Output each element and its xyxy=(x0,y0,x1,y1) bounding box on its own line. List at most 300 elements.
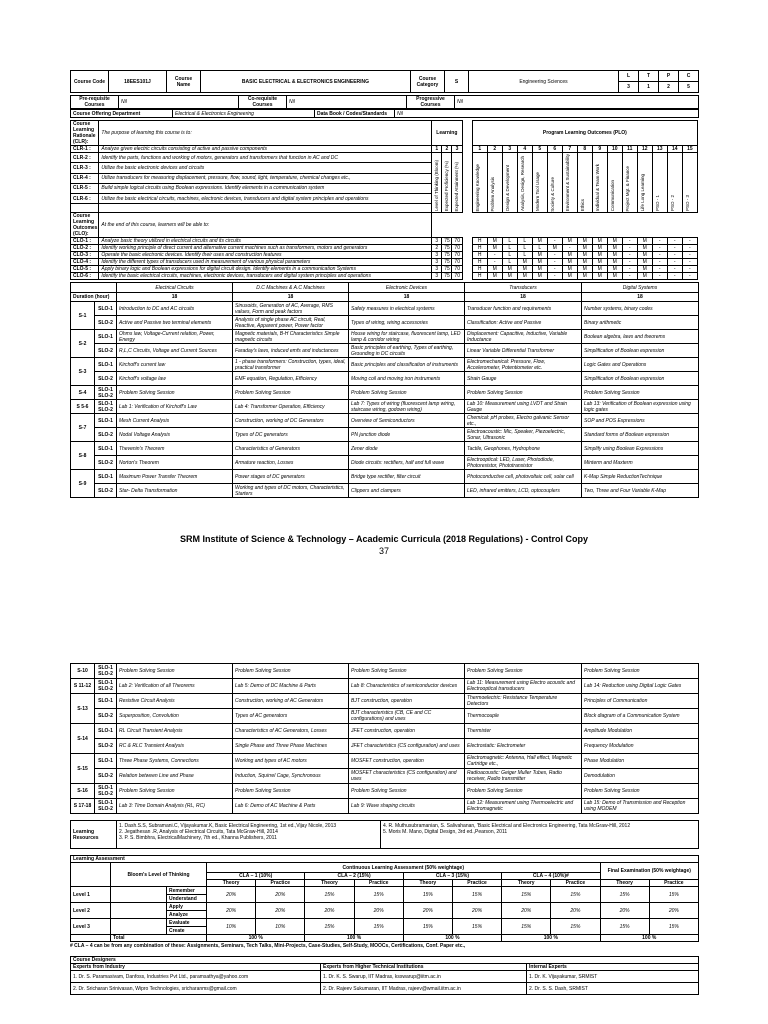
learning-label: Learning xyxy=(432,121,462,146)
learning-head: Expected Proficiency (%) xyxy=(444,161,450,212)
slo-label: SLO-2 xyxy=(95,739,117,754)
unit-topic: Simplify using Boolean Expressions xyxy=(582,442,699,456)
unit-topic: Boolean algebra, laws and theorems xyxy=(582,330,699,344)
prerequisite-table xyxy=(70,95,699,109)
assessment-value: 20% xyxy=(502,903,551,919)
unit-topic: Faraday's laws, induced emfs and inductances xyxy=(233,344,349,358)
session-label: S-9 xyxy=(71,470,95,498)
duration-3: 18 xyxy=(349,293,465,302)
clo-plo-value: - xyxy=(547,238,562,245)
plo-head-cell xyxy=(562,153,577,213)
session-label: S-13 xyxy=(71,694,95,724)
unit-topic: Overview of Semiconductors xyxy=(349,414,465,428)
plo-num: 4 xyxy=(517,146,532,153)
ltpc-c-value: 5 xyxy=(679,82,699,93)
plo-head-cell xyxy=(547,153,562,213)
duration-1: 18 xyxy=(117,293,233,302)
resource-item: 5. Moris M. Mano, Digital Design, 3rd ed.,Pearson, 2011 xyxy=(383,829,508,835)
clo-plo-value: L xyxy=(502,252,517,259)
slo-label: SLO-1 xyxy=(95,442,117,456)
unit-topic: Three Phase Systems, Connections xyxy=(117,754,233,769)
matrix-spacer xyxy=(462,153,472,213)
session-label: S-10 xyxy=(71,664,95,679)
level-blank xyxy=(111,919,167,935)
assessment-tp-label: Theory xyxy=(305,880,354,887)
unit-header-5: Digital Systems xyxy=(582,283,699,293)
unit-topic: Induction, Squirrel Cage, Synchronous xyxy=(233,769,349,784)
clo-plo-value: - xyxy=(487,259,502,266)
course-designers-table xyxy=(70,956,699,995)
clo-plo-value: M xyxy=(577,266,592,273)
unit-topic: Kirchoff's current law xyxy=(117,358,233,372)
designer-internal-2: 2. Dr. S. S. Dash, SRMIST xyxy=(527,983,699,995)
clo-label: Course Learning Outcomes (CLO): xyxy=(71,213,99,238)
clo-level-value: 3 xyxy=(432,259,442,266)
plo-head-cell xyxy=(667,153,682,213)
unit-topic: Lab 10: Measurement using LVDT and Strain Gauge xyxy=(465,400,582,414)
unit-topic: Problem Solving Session xyxy=(349,664,465,679)
unit-topic: Basic principles and classification of instruments xyxy=(349,358,465,372)
unit-topic: Block diagram of a Communication System xyxy=(582,709,699,724)
clr-text: Identify the parts, functions and working of motors, generators and transformers that function in AC and DC xyxy=(99,153,432,163)
assessment-tp-label: Theory xyxy=(600,880,649,887)
clo-plo-value: M xyxy=(607,259,622,266)
clo-id: CLO-3 : xyxy=(71,252,99,259)
unit-topic: Electrooptical: LED, Laser, Photodiode, Photoresistor, Phototransistor xyxy=(465,456,582,470)
unit-topic: Classification: Active and Passive xyxy=(465,316,582,330)
progressive-label: Progressive Courses xyxy=(407,96,455,109)
clo-plo-value: - xyxy=(652,273,667,280)
clo-plo-value: M xyxy=(607,252,622,259)
assessment-value: 15% xyxy=(452,887,501,903)
clr-text: Analyze given electric circuits consisting of active and passive components xyxy=(99,146,432,153)
department-table xyxy=(70,109,699,118)
assessment-value: 10% xyxy=(256,919,305,935)
unit-topic: Electromechanical: Pressure, Flow, Accelerometer, Potentiometer etc. xyxy=(465,358,582,372)
duration-2: 18 xyxy=(233,293,349,302)
assessment-tp-label: Practice xyxy=(354,880,403,887)
plo-num: 10 xyxy=(607,146,622,153)
assessment-value: 15% xyxy=(403,887,452,903)
clo-plo-value: M xyxy=(637,266,652,273)
slo-label: SLO-1 xyxy=(95,414,117,428)
unit-topic: Lab 15: Demo of Transmission and Reception using MODEM xyxy=(582,799,699,814)
clo-plo-value: - xyxy=(667,245,682,252)
unit-topic: Problem Solving Session xyxy=(117,386,233,400)
plo-num: 14 xyxy=(667,146,682,153)
total-cla-3: 100 % xyxy=(403,935,501,942)
coreq-label: Co-requisite Courses xyxy=(239,96,287,109)
unit-topic: Problem Solving Session xyxy=(117,784,233,799)
matrix-spacer xyxy=(462,121,472,146)
unit-topic: Frequency Modulation xyxy=(582,739,699,754)
unit-topic: Lab 8: Characteristics of semiconductor devices xyxy=(349,679,465,694)
clo-plo-value: M xyxy=(577,245,592,252)
clo-level-value: 3 xyxy=(432,252,442,259)
plo-num: 2 xyxy=(487,146,502,153)
unit-header-3: Electronic Devices xyxy=(349,283,465,293)
clo-plo-value: M xyxy=(592,273,607,280)
assessment-tp-label: Theory xyxy=(207,880,256,887)
assessment-value: 15% xyxy=(305,919,354,935)
unit-topic: Problem Solving Session xyxy=(582,784,699,799)
assessment-value: 15% xyxy=(305,887,354,903)
unit-topic: Strain Gauge xyxy=(465,372,582,386)
resource-item: 4. R. Muthusubramanian, S. Salivahanan, 'Basic Electrical and Electronics Engineering, Tata McGraw-Hill, 2012 xyxy=(383,823,631,829)
prereq-value: Nil xyxy=(119,96,239,109)
plo-head: Life Long Learning xyxy=(639,174,645,212)
unit-header-1: Electrical Circuits xyxy=(117,283,233,293)
clo-level-value: 70 xyxy=(452,273,462,280)
course-name: BASIC ELECTRICAL & ELECTRONICS ENGINEERING xyxy=(201,71,411,93)
clo-plo-value: M xyxy=(562,266,577,273)
clo-plo-value: - xyxy=(562,245,577,252)
plo-num: 12 xyxy=(637,146,652,153)
clo-level-value: 70 xyxy=(452,245,462,252)
skill-label: Apply xyxy=(167,903,207,911)
level-label: Level 1 xyxy=(71,887,111,903)
unit-topic: Lab 9: Wave shaping circuits xyxy=(349,799,465,814)
plo-head: Engineering Knowledge xyxy=(474,163,480,212)
unit-topic: Resistive Circuit Analysis xyxy=(117,694,233,709)
duration-4: 18 xyxy=(465,293,582,302)
unit-topic: Zener diode xyxy=(349,442,465,456)
clo-id: CLO-4 : xyxy=(71,259,99,266)
clo-id: CLO-2 : xyxy=(71,245,99,252)
unit-topic: Problem Solving Session xyxy=(465,664,582,679)
clo-plo-value: M xyxy=(592,266,607,273)
assessment-value: 15% xyxy=(502,887,551,903)
assessment-value: 20% xyxy=(600,903,649,919)
plo-head: Problem Analysis xyxy=(489,176,495,212)
unit-topic: Moving coil and moving iron instruments xyxy=(349,372,465,386)
unit-topic: Sinusoids, Generation of AC, Average, RMS values, Form and peak factors xyxy=(233,302,349,316)
cla-4-label: CLA – 4 (10%)# xyxy=(502,873,600,880)
plo-head-cell xyxy=(607,153,622,213)
unit-topic: Principles of Communication xyxy=(582,694,699,709)
assessment-value: 15% xyxy=(649,919,698,935)
assessment-tp-label: Practice xyxy=(551,880,600,887)
clo-level-value: 75 xyxy=(442,266,452,273)
plo-head: PSO - 2 xyxy=(669,195,675,212)
unit-topic: Lab 11: Measurement using Electro acoustic and Electrooptical transducers xyxy=(465,679,582,694)
unit-topic: Lab 12: Measurement using Thermoelectric and Electromagnetic xyxy=(465,799,582,814)
unit-topic: Tactile, Geophones, Hydrophone xyxy=(465,442,582,456)
clo-level-value: 70 xyxy=(452,266,462,273)
clo-plo-value: - xyxy=(682,266,697,273)
assessment-tp-label: Theory xyxy=(502,880,551,887)
clo-plo-value: - xyxy=(682,252,697,259)
plo-head-cell xyxy=(592,153,607,213)
duration-label: Duration (hour) xyxy=(71,293,117,302)
unit-topic: Maximum Power Transfer Theorem xyxy=(117,470,233,484)
plo-num: 13 xyxy=(652,146,667,153)
progressive-value: Nil xyxy=(455,96,699,109)
slo-label: SLO-1 SLO-2 xyxy=(95,386,117,400)
matrix-spacer xyxy=(462,252,472,259)
unit-topic: Thermoelectric: Resistance Temperature Detectors xyxy=(465,694,582,709)
unit-topic: Problem Solving Session xyxy=(233,784,349,799)
clo-id: CLO-5 : xyxy=(71,266,99,273)
unit-header-4: Transducers xyxy=(465,283,582,293)
clo-plo-value: - xyxy=(652,259,667,266)
slo-label: SLO-2 xyxy=(95,428,117,442)
slo-label: SLO-1 SLO-2 xyxy=(95,664,117,679)
unit-topic: Minterm and Maxterm xyxy=(582,456,699,470)
clo-plo-value: M xyxy=(607,273,622,280)
unit-topic: Displacement: Capacitive, Inductive, Variable Inductance xyxy=(465,330,582,344)
clo-plo-value: - xyxy=(682,245,697,252)
clo-plo-value: - xyxy=(622,252,637,259)
session-label: S-7 xyxy=(71,414,95,442)
assessment-value: 15% xyxy=(551,919,600,935)
clo-plo-value: M xyxy=(517,273,532,280)
unit-topic: Single Phase and Three Phase Machines xyxy=(233,739,349,754)
slo-label: SLO-2 xyxy=(95,484,117,498)
plo-head: Modern Tool Usage xyxy=(534,172,540,212)
assessment-tp-label: Practice xyxy=(256,880,305,887)
assessment-value: 20% xyxy=(256,887,305,903)
clo-plo-value: M xyxy=(532,238,547,245)
assessment-value: 20% xyxy=(403,903,452,919)
unit-topic: Lab 5: Demo of DC Machine & Parts xyxy=(233,679,349,694)
dept-value: Electrical & Electronics Engineering xyxy=(173,110,315,118)
clo-plo-value: M xyxy=(532,266,547,273)
clo-plo-value: - xyxy=(667,266,682,273)
clo-plo-value: - xyxy=(652,238,667,245)
clo-text: Apply binary logic and Boolean expressions for digital circuit design. Identify elements in a communication Systems xyxy=(99,266,432,273)
unit-topic: JFET construction, operation xyxy=(349,724,465,739)
total-final: 100 % xyxy=(600,935,698,942)
plo-head-cell xyxy=(682,153,697,213)
clo-plo-value: M xyxy=(562,273,577,280)
unit-topic: Nodal Voltage Analysis xyxy=(117,428,233,442)
units-table-page-2 xyxy=(70,663,699,814)
assessment-tp-label: Practice xyxy=(649,880,698,887)
clo-plo-value: L xyxy=(502,245,517,252)
clo-level-value: 3 xyxy=(432,273,442,280)
unit-topic: Amplitude Modulation xyxy=(582,724,699,739)
unit-topic: Bridge type rectifier, filter circuit xyxy=(349,470,465,484)
page-number: 37 xyxy=(378,546,389,556)
clo-level-value: 75 xyxy=(442,259,452,266)
clo-plo-value: H xyxy=(472,238,487,245)
unit-topic: Characteristics of Generators xyxy=(233,442,349,456)
clo-plo-value: M xyxy=(637,259,652,266)
session-label: S-8 xyxy=(71,442,95,470)
assessment-title: Learning Assessment xyxy=(71,856,699,863)
plo-head: Ethics xyxy=(579,199,585,212)
clo-plo-value: M xyxy=(592,245,607,252)
units-corner xyxy=(71,283,117,293)
clo-plo-value: M xyxy=(592,238,607,245)
prereq-label: Pre-requisite Courses xyxy=(71,96,119,109)
unit-topic: Lab 3: Time Domain Analysis (RL, RC) xyxy=(117,799,233,814)
clo-plo-value: - xyxy=(682,259,697,266)
unit-topic: Types of wiring, wiring accessories xyxy=(349,316,465,330)
unit-topic: Standard forms of Boolean expression xyxy=(582,428,699,442)
clo-plo-value: M xyxy=(532,259,547,266)
session-label: S-4 xyxy=(71,386,95,400)
course-code-label: Course Code xyxy=(71,71,109,93)
syllabus-page-2 xyxy=(70,663,698,995)
coreq-value: Nil xyxy=(287,96,407,109)
matrix-spacer xyxy=(462,273,472,280)
learning-head-cell xyxy=(432,153,442,213)
unit-topic: Photoconductive cell, photovoltaic cell, solar cell xyxy=(465,470,582,484)
ltpc-p-value: 2 xyxy=(659,82,679,93)
clo-plo-value: M xyxy=(577,238,592,245)
clo-plo-value: - xyxy=(667,259,682,266)
clo-plo-value: - xyxy=(652,266,667,273)
plo-label: Program Learning Outcomes (PLO) xyxy=(472,121,697,146)
clo-plo-value: - xyxy=(547,273,562,280)
clo-level-value: 70 xyxy=(452,259,462,266)
databook-value: Nil xyxy=(395,110,699,118)
clo-plo-value: M xyxy=(577,273,592,280)
unit-topic: BJT characteristics (CB, CE and CC configurations) and uses xyxy=(349,709,465,724)
plo-num: 6 xyxy=(547,146,562,153)
units-table-page-1 xyxy=(70,282,699,498)
clr-id: CLR-3 : xyxy=(71,163,99,173)
clo-plo-value: M xyxy=(592,252,607,259)
course-header-table xyxy=(70,70,699,93)
assessment-value: 20% xyxy=(649,903,698,919)
clr-text: Utilize the basic electrical circuits, machines, electronic devices, transducers and digital system principles and operations xyxy=(99,194,432,204)
clo-plo-value: - xyxy=(652,252,667,259)
unit-topic: RC & RLC Transient Analysis xyxy=(117,739,233,754)
clo-plo-value: M xyxy=(487,273,502,280)
designers-head-industry: Experts from Industry xyxy=(71,964,321,971)
unit-topic: Power stages of DC generators xyxy=(233,470,349,484)
unit-topic: Problem Solving Session xyxy=(582,664,699,679)
assessment-value: 15% xyxy=(403,919,452,935)
clr-text: Build simple logical circuits using Boolean expressions. Identify elements in a communication system xyxy=(99,183,432,193)
plo-num: 3 xyxy=(502,146,517,153)
matrix-spacer xyxy=(462,266,472,273)
learning-num: 3 xyxy=(452,146,462,153)
plo-head: PSO - 3 xyxy=(684,195,690,212)
designers-head-institutions: Experts from Higher Technical Institutions xyxy=(321,964,527,971)
clo-plo-value: - xyxy=(682,273,697,280)
clo-plo-value: L xyxy=(502,259,517,266)
assessment-note: # CLA – 4 can be from any combination of these: Assignments, Seminars, Tech Talks, Mini-Projects, Case-Studies, Self-Study, MOOCs, Certifications, Conf. Paper etc., xyxy=(70,943,466,949)
skill-label: Understand xyxy=(167,895,207,903)
plo-head-cell xyxy=(577,153,592,213)
assessment-value: 15% xyxy=(502,919,551,935)
clo-plo-value: M xyxy=(517,259,532,266)
plo-num: 5 xyxy=(532,146,547,153)
clr-id: CLR-4 : xyxy=(71,173,99,183)
slo-label: SLO-1 xyxy=(95,358,117,372)
plo-head: PSO - 1 xyxy=(654,195,660,212)
unit-topic: Electromagnetic: Antenna, Hall effect, Magnetic Cartridge etc., xyxy=(465,754,582,769)
session-label: S-16 xyxy=(71,784,95,799)
assessment-tp-label: Theory xyxy=(403,880,452,887)
clo-plo-value: - xyxy=(667,273,682,280)
clo-purpose: At the end of this course, learners will be able to: xyxy=(99,213,432,238)
clo-plo-value: M xyxy=(562,252,577,259)
clo-plo-value: M xyxy=(502,266,517,273)
slo-label: SLO-2 xyxy=(95,344,117,358)
clo-plo-value: H xyxy=(472,266,487,273)
learning-head-cell xyxy=(442,153,452,213)
clo-plo-value: L xyxy=(517,238,532,245)
designers-head-internal: Internal Experts xyxy=(527,964,699,971)
clo-plo-value: M xyxy=(637,238,652,245)
slo-label: SLO-1 xyxy=(95,470,117,484)
clo-plo-value: - xyxy=(622,266,637,273)
clr-purpose: The purpose of learning this course is to: xyxy=(99,121,432,146)
unit-topic: Working and types of AC motors xyxy=(233,754,349,769)
clo-level-value: 75 xyxy=(442,273,452,280)
unit-topic: Thevenin's Theorem xyxy=(117,442,233,456)
assessment-value: 10% xyxy=(207,919,256,935)
unit-topic: MOSFET characteristics (CS configuration) and uses xyxy=(349,769,465,784)
clo-plo-value: H xyxy=(472,252,487,259)
clo-plo-value: L xyxy=(532,245,547,252)
slo-label: SLO-1 xyxy=(95,754,117,769)
skill-label: Remember xyxy=(167,887,207,895)
designer-industry-2: 2. Dr. Sricharan Srinivasan, Wipro Technologies, sricharanms@gmail.com xyxy=(71,983,321,995)
learning-head: Expected Attainment (%) xyxy=(454,161,460,212)
unit-header-2: D.C Machines & A.C Machines xyxy=(233,283,349,293)
unit-topic: Lab 6: Demo of AC Machine & Parts xyxy=(233,799,349,814)
unit-topic: Mesh Current Analysis xyxy=(117,414,233,428)
unit-topic: Lab 1: Verification of Kirchoff's Law xyxy=(117,400,233,414)
unit-topic: Problem Solving Session xyxy=(117,664,233,679)
slo-label: SLO-1 SLO-2 xyxy=(95,799,117,814)
clr-id: CLR-5 : xyxy=(71,183,99,193)
unit-topic: Types of DC generators xyxy=(233,428,349,442)
session-label: S 17-18 xyxy=(71,799,95,814)
unit-topic: Thermocouple xyxy=(465,709,582,724)
session-label: S 5-6 xyxy=(71,400,95,414)
clr-clo-matrix xyxy=(70,120,698,280)
clo-plo-value: M xyxy=(562,259,577,266)
unit-topic: Two, Three and Four Variable K-Map xyxy=(582,484,699,498)
slo-label: SLO-2 xyxy=(95,372,117,386)
assessment-value: 20% xyxy=(207,903,256,919)
session-label: S-2 xyxy=(71,330,95,358)
total-blank xyxy=(71,935,111,942)
clo-plo-value: H xyxy=(472,273,487,280)
category-name: Engineering Sciences xyxy=(469,71,619,93)
clo-plo-value: - xyxy=(667,252,682,259)
slo-label: SLO-1 SLO-2 xyxy=(95,784,117,799)
clo-plo-value: M xyxy=(637,245,652,252)
level-label: Level 2 xyxy=(71,903,111,919)
clo-plo-value: M xyxy=(637,252,652,259)
matrix-spacer xyxy=(462,146,472,153)
clo-plo-value: - xyxy=(622,273,637,280)
designer-industry-1: 1. Dr. S. Paramasivam, Danfoss, Industries Pvt Ltd., paramsathya@yahoo.com xyxy=(71,971,321,983)
resource-item: 3. P. S. Bimbhra, ElectricalMachinery, 7th ed., Khanna Publishers, 2011 xyxy=(119,835,277,841)
clo-plo-value: M xyxy=(607,238,622,245)
clo-plo-value: M xyxy=(577,259,592,266)
ltpc-t-value: 1 xyxy=(639,82,659,93)
continuous-label: Continuous Learning Assessment (50% weightage) xyxy=(207,863,601,873)
clo-plo-value: M xyxy=(487,238,502,245)
level-label: Level 3 xyxy=(71,919,111,935)
ltpc-l-label: L xyxy=(619,71,639,82)
unit-topic: Electrostatic: Electrometer xyxy=(465,739,582,754)
plo-head: Individual & Team Work xyxy=(594,164,600,212)
unit-topic: Superposition, Convolution xyxy=(117,709,233,724)
unit-topic: Problem Solving Session xyxy=(233,664,349,679)
learning-assessment-table xyxy=(70,855,699,942)
slo-label: SLO-1 xyxy=(95,330,117,344)
